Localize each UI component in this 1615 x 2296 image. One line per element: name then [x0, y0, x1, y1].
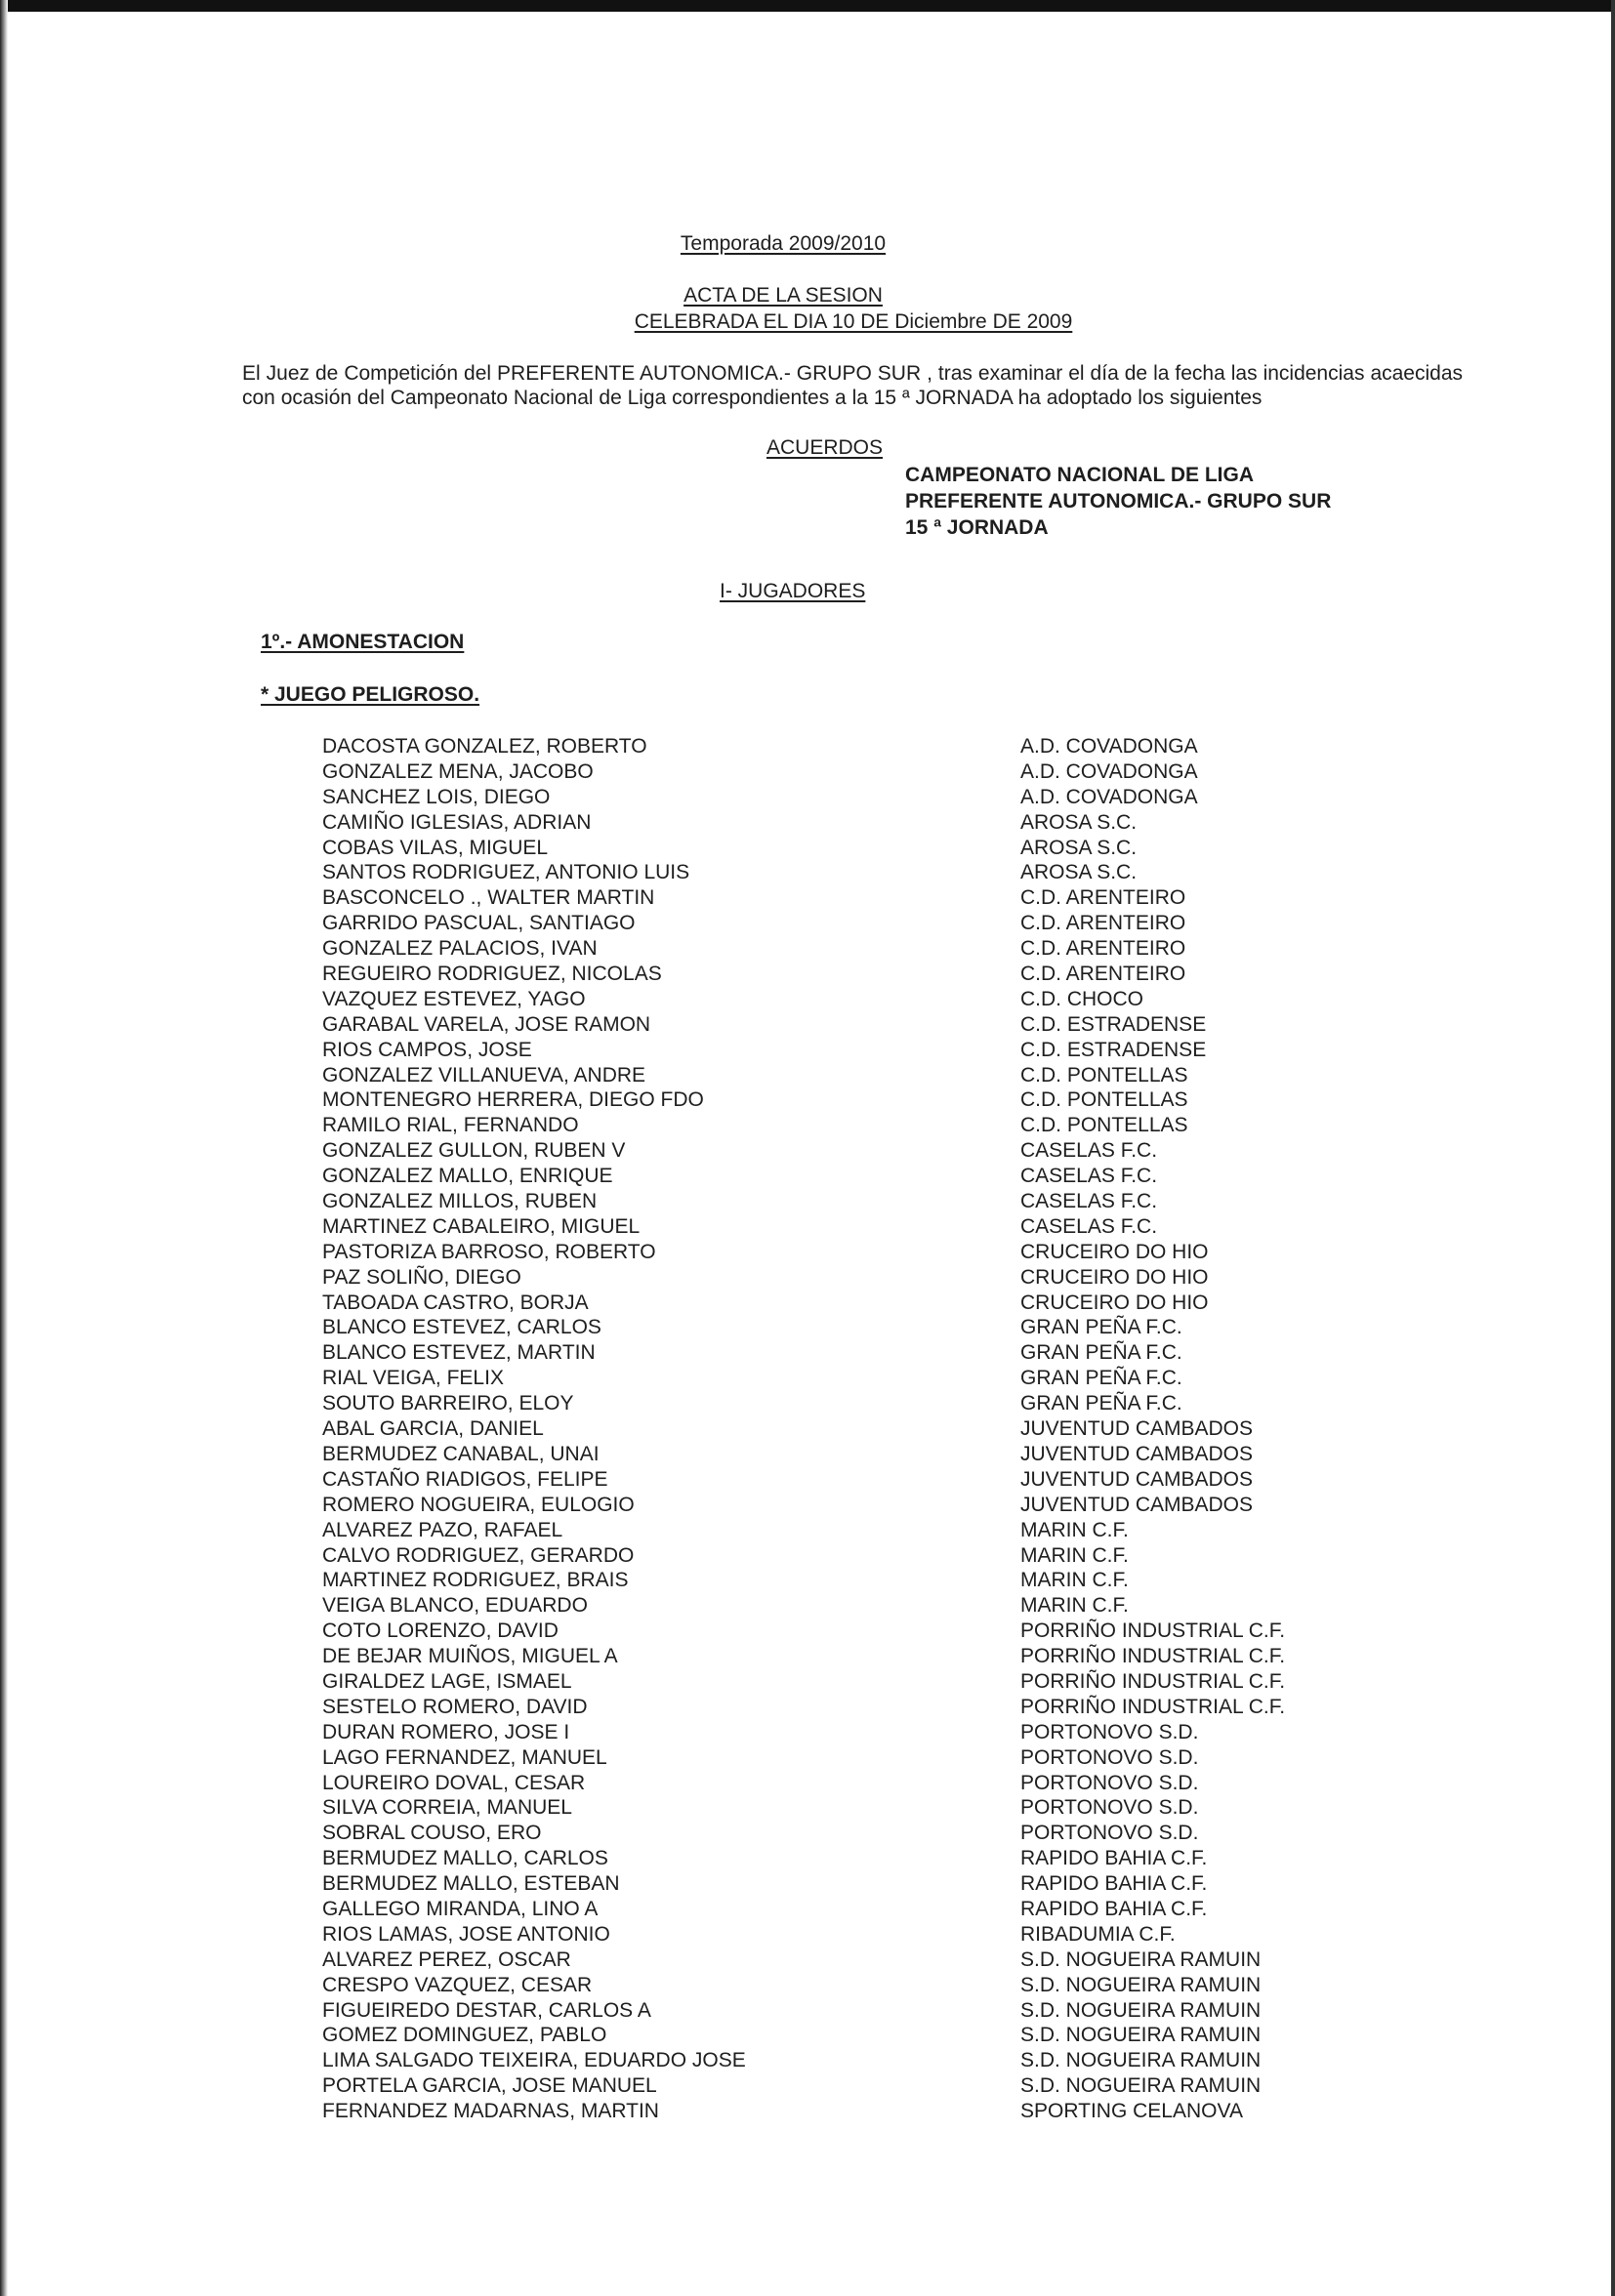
player-row: [322, 1795, 1396, 1821]
player-name: DE BEJAR MUIÑOS, MIGUEL A: [322, 1645, 618, 1668]
player-name: MONTENEGRO HERRERA, DIEGO FDO: [322, 1088, 704, 1112]
player-club: PORRIÑO INDUSTRIAL C.F.: [1020, 1695, 1286, 1718]
player-club: C.D. ARENTEIRO: [1020, 963, 1186, 986]
player-row: [322, 1240, 1396, 1265]
player-club: MARIN C.F.: [1020, 1518, 1129, 1541]
player-row: [322, 810, 1396, 836]
player-row: [322, 1821, 1396, 1846]
player-list: [322, 734, 1396, 2124]
subsection-heading: 1º.- AMONESTACION: [261, 631, 465, 653]
section-heading: I- JUGADORES: [720, 580, 866, 602]
player-club: RAPIDO BAHIA C.F.: [1020, 1872, 1208, 1896]
player-name: MARTINEZ RODRIGUEZ, BRAIS: [322, 1569, 629, 1592]
scan-right-edge: [1611, 0, 1615, 2296]
player-row: [322, 1291, 1396, 1316]
player-name: GONZALEZ VILLANUEVA, ANDRE: [322, 1063, 646, 1086]
player-name: RAMILO RIAL, FERNANDO: [322, 1114, 579, 1137]
player-club: CASELAS F.C.: [1020, 1165, 1158, 1188]
player-row: [322, 936, 1396, 962]
player-name: MARTINEZ CABALEIRO, MIGUEL: [322, 1214, 641, 1238]
player-name: ALVAREZ PEREZ, OSCAR: [322, 1948, 571, 1971]
player-name: ALVAREZ PAZO, RAFAEL: [322, 1518, 563, 1541]
player-row: [322, 1416, 1396, 1442]
player-row: [322, 2073, 1396, 2099]
player-row: [322, 1087, 1396, 1113]
player-club: MARIN C.F.: [1020, 1543, 1129, 1567]
player-row: [322, 1265, 1396, 1291]
player-row: [322, 1948, 1396, 1973]
player-name: CAMIÑO IGLESIAS, ADRIAN: [322, 810, 592, 834]
player-name: FIGUEIREDO DESTAR, CARLOS A: [322, 1998, 651, 2022]
player-row: [322, 1593, 1396, 1619]
player-club: S.D. NOGUEIRA RAMUIN: [1020, 1948, 1262, 1971]
player-club: PORTONOVO S.D.: [1020, 1745, 1199, 1769]
player-row: [322, 2099, 1396, 2124]
player-name: SESTELO ROMERO, DAVID: [322, 1695, 588, 1718]
player-row: [322, 2023, 1396, 2048]
player-row: [322, 1493, 1396, 1518]
player-club: PORTONOVO S.D.: [1020, 1720, 1199, 1743]
player-club: C.D. CHOCO: [1020, 987, 1143, 1010]
act-date: CELEBRADA EL DIA 10 DE Diciembre DE 2009: [634, 310, 1073, 333]
player-club: SPORTING CELANOVA: [1020, 2100, 1243, 2123]
player-club: A.D. COVADONGA: [1020, 785, 1198, 808]
player-row: [322, 1897, 1396, 1922]
player-name: GONZALEZ PALACIOS, IVAN: [322, 937, 598, 961]
player-club: A.D. COVADONGA: [1020, 759, 1198, 783]
player-row: [322, 860, 1396, 885]
player-club: PORRIÑO INDUSTRIAL C.F.: [1020, 1620, 1286, 1643]
player-name: LAGO FERNANDEZ, MANUEL: [322, 1745, 607, 1769]
player-club: C.D. ESTRADENSE: [1020, 1038, 1207, 1061]
player-row: [322, 1669, 1396, 1695]
player-club: S.D. NOGUEIRA RAMUIN: [1020, 1973, 1262, 1996]
player-row: [322, 987, 1396, 1012]
player-name: SOBRAL COUSO, ERO: [322, 1822, 542, 1845]
player-name: GARRIDO PASCUAL, SANTIAGO: [322, 912, 636, 935]
player-name: SOUTO BARREIRO, ELOY: [322, 1392, 574, 1415]
player-name: GONZALEZ MENA, JACOBO: [322, 759, 594, 783]
player-row: [322, 1214, 1396, 1240]
player-row: [322, 1518, 1396, 1543]
player-name: GIRALDEZ LAGE, ISMAEL: [322, 1669, 572, 1693]
player-club: GRAN PEÑA F.C.: [1020, 1392, 1182, 1415]
player-club: C.D. PONTELLAS: [1020, 1114, 1188, 1137]
player-club: JUVENTUD CAMBADOS: [1020, 1442, 1254, 1465]
category-heading: * JUEGO PELIGROSO.: [261, 683, 480, 706]
player-club: RAPIDO BAHIA C.F.: [1020, 1847, 1208, 1870]
player-row: [322, 1619, 1396, 1644]
player-club: S.D. NOGUEIRA RAMUIN: [1020, 2049, 1262, 2072]
player-club: A.D. COVADONGA: [1020, 735, 1198, 758]
player-club: CASELAS F.C.: [1020, 1190, 1158, 1213]
player-row: [322, 885, 1396, 911]
player-row: [322, 1695, 1396, 1720]
player-club: CASELAS F.C.: [1020, 1139, 1158, 1163]
player-club: RAPIDO BAHIA C.F.: [1020, 1897, 1208, 1920]
player-row: [322, 1038, 1396, 1063]
player-name: LOUREIRO DOVAL, CESAR: [322, 1771, 586, 1794]
player-row: [322, 1113, 1396, 1138]
player-club: AROSA S.C.: [1020, 861, 1138, 884]
player-club: C.D. ARENTEIRO: [1020, 886, 1186, 910]
player-club: JUVENTUD CAMBADOS: [1020, 1417, 1254, 1441]
player-row: [322, 1164, 1396, 1189]
player-row: [322, 1063, 1396, 1088]
player-row: [322, 1922, 1396, 1948]
player-club: PORTONOVO S.D.: [1020, 1796, 1199, 1820]
player-row: [322, 1189, 1396, 1214]
player-club: RIBADUMIA C.F.: [1020, 1922, 1176, 1946]
player-row: [322, 734, 1396, 759]
player-club: C.D. ARENTEIRO: [1020, 912, 1186, 935]
player-row: [322, 1315, 1396, 1340]
player-row: [322, 1973, 1396, 1998]
player-name: PASTORIZA BARROSO, ROBERTO: [322, 1240, 656, 1263]
player-row: [322, 1012, 1396, 1038]
player-club: C.D. ARENTEIRO: [1020, 937, 1186, 961]
player-club: S.D. NOGUEIRA RAMUIN: [1020, 2074, 1262, 2098]
player-row: [322, 911, 1396, 936]
competition-line-1: CAMPEONATO NACIONAL DE LIGA: [905, 464, 1255, 486]
player-club: AROSA S.C.: [1020, 836, 1138, 859]
player-name: SANCHEZ LOIS, DIEGO: [322, 785, 551, 808]
player-name: FERNANDEZ MADARNAS, MARTIN: [322, 2100, 659, 2123]
player-name: BERMUDEZ CANABAL, UNAI: [322, 1442, 600, 1465]
player-club: MARIN C.F.: [1020, 1594, 1129, 1618]
player-name: DURAN ROMERO, JOSE I: [322, 1720, 570, 1743]
player-club: PORRIÑO INDUSTRIAL C.F.: [1020, 1645, 1286, 1668]
player-row: [322, 1138, 1396, 1164]
player-row: [322, 1644, 1396, 1669]
act-title: ACTA DE LA SESION: [683, 284, 883, 307]
player-club: S.D. NOGUEIRA RAMUIN: [1020, 1998, 1262, 2022]
player-name: GALLEGO MIRANDA, LINO A: [322, 1897, 599, 1920]
player-club: JUVENTUD CAMBADOS: [1020, 1493, 1254, 1516]
player-name: CASTAÑO RIADIGOS, FELIPE: [322, 1467, 608, 1491]
player-club: MARIN C.F.: [1020, 1569, 1129, 1592]
player-name: GONZALEZ MALLO, ENRIQUE: [322, 1165, 613, 1188]
player-club: CRUCEIRO DO HIO: [1020, 1291, 1209, 1314]
player-club: CASELAS F.C.: [1020, 1214, 1158, 1238]
player-row: [322, 759, 1396, 785]
player-name: CRESPO VAZQUEZ, CESAR: [322, 1973, 593, 1996]
player-row: [322, 1871, 1396, 1897]
player-name: GOMEZ DOMINGUEZ, PABLO: [322, 2024, 607, 2047]
player-name: SILVA CORREIA, MANUEL: [322, 1796, 572, 1820]
player-name: COTO LORENZO, DAVID: [322, 1620, 559, 1643]
season-title: Temporada 2009/2010: [680, 232, 887, 255]
player-club: C.D. PONTELLAS: [1020, 1088, 1188, 1112]
intro-paragraph: El Juez de Competición del PREFERENTE AUTONOMICA.- GRUPO SUR , tras examinar el día de la fecha las incidencias acaecidas con ocasión del Campeonato Nacional de Liga correspondientes a la 15 ª JORNADA ha adoptado los siguientes: [242, 362, 1463, 409]
player-name: PAZ SOLIÑO, DIEGO: [322, 1265, 521, 1289]
player-name: SANTOS RODRIGUEZ, ANTONIO LUIS: [322, 861, 690, 884]
player-name: BASCONCELO ., WALTER MARTIN: [322, 886, 655, 910]
player-row: [322, 1340, 1396, 1366]
player-name: RIOS CAMPOS, JOSE: [322, 1038, 532, 1061]
competition-line-2: PREFERENTE AUTONOMICA.- GRUPO SUR: [905, 490, 1332, 512]
scan-top-border: [0, 0, 1615, 12]
player-club: PORRIÑO INDUSTRIAL C.F.: [1020, 1669, 1286, 1693]
player-name: LIMA SALGADO TEIXEIRA, EDUARDO JOSE: [322, 2049, 746, 2072]
player-name: TABOADA CASTRO, BORJA: [322, 1291, 589, 1314]
player-name: CALVO RODRIGUEZ, GERARDO: [322, 1543, 635, 1567]
player-name: VEIGA BLANCO, EDUARDO: [322, 1594, 588, 1618]
player-row: [322, 1846, 1396, 1871]
player-row: [322, 1391, 1396, 1416]
player-row: [322, 1442, 1396, 1467]
player-name: ROMERO NOGUEIRA, EULOGIO: [322, 1493, 635, 1516]
player-row: [322, 962, 1396, 987]
player-club: CRUCEIRO DO HIO: [1020, 1240, 1209, 1263]
player-club: PORTONOVO S.D.: [1020, 1771, 1199, 1794]
competition-line-3: 15 ª JORNADA: [905, 516, 1049, 539]
player-row: [322, 1543, 1396, 1569]
player-name: GARABAL VARELA, JOSE RAMON: [322, 1012, 651, 1036]
player-name: BLANCO ESTEVEZ, CARLOS: [322, 1316, 601, 1339]
player-name: BLANCO ESTEVEZ, MARTIN: [322, 1341, 596, 1365]
player-name: VAZQUEZ ESTEVEZ, YAGO: [322, 987, 586, 1010]
player-row: [322, 1467, 1396, 1493]
player-name: RIAL VEIGA, FELIX: [322, 1367, 504, 1390]
player-name: PORTELA GARCIA, JOSE MANUEL: [322, 2074, 657, 2098]
player-club: GRAN PEÑA F.C.: [1020, 1367, 1182, 1390]
player-name: BERMUDEZ MALLO, CARLOS: [322, 1847, 608, 1870]
player-club: S.D. NOGUEIRA RAMUIN: [1020, 2024, 1262, 2047]
player-club: CRUCEIRO DO HIO: [1020, 1265, 1209, 1289]
player-club: GRAN PEÑA F.C.: [1020, 1341, 1182, 1365]
player-row: [322, 2048, 1396, 2073]
scan-left-edge: [0, 0, 8, 2296]
player-name: GONZALEZ GULLON, RUBEN V: [322, 1139, 626, 1163]
player-club: GRAN PEÑA F.C.: [1020, 1316, 1182, 1339]
player-name: REGUEIRO RODRIGUEZ, NICOLAS: [322, 963, 662, 986]
player-row: [322, 1998, 1396, 2024]
player-club: C.D. PONTELLAS: [1020, 1063, 1188, 1086]
player-row: [322, 1771, 1396, 1796]
player-club: PORTONOVO S.D.: [1020, 1822, 1199, 1845]
player-club: JUVENTUD CAMBADOS: [1020, 1467, 1254, 1491]
player-row: [322, 1720, 1396, 1745]
player-name: DACOSTA GONZALEZ, ROBERTO: [322, 735, 647, 758]
player-club: AROSA S.C.: [1020, 810, 1138, 834]
player-name: ABAL GARCIA, DANIEL: [322, 1417, 544, 1441]
player-name: COBAS VILAS, MIGUEL: [322, 836, 549, 859]
player-row: [322, 785, 1396, 810]
player-row: [322, 1366, 1396, 1391]
acuerdos-heading: ACUERDOS: [766, 436, 884, 459]
player-row: [322, 836, 1396, 861]
player-row: [322, 1568, 1396, 1593]
player-name: BERMUDEZ MALLO, ESTEBAN: [322, 1872, 620, 1896]
player-club: C.D. ESTRADENSE: [1020, 1012, 1207, 1036]
player-row: [322, 1745, 1396, 1771]
player-name: GONZALEZ MILLOS, RUBEN: [322, 1190, 598, 1213]
player-name: RIOS LAMAS, JOSE ANTONIO: [322, 1922, 610, 1946]
